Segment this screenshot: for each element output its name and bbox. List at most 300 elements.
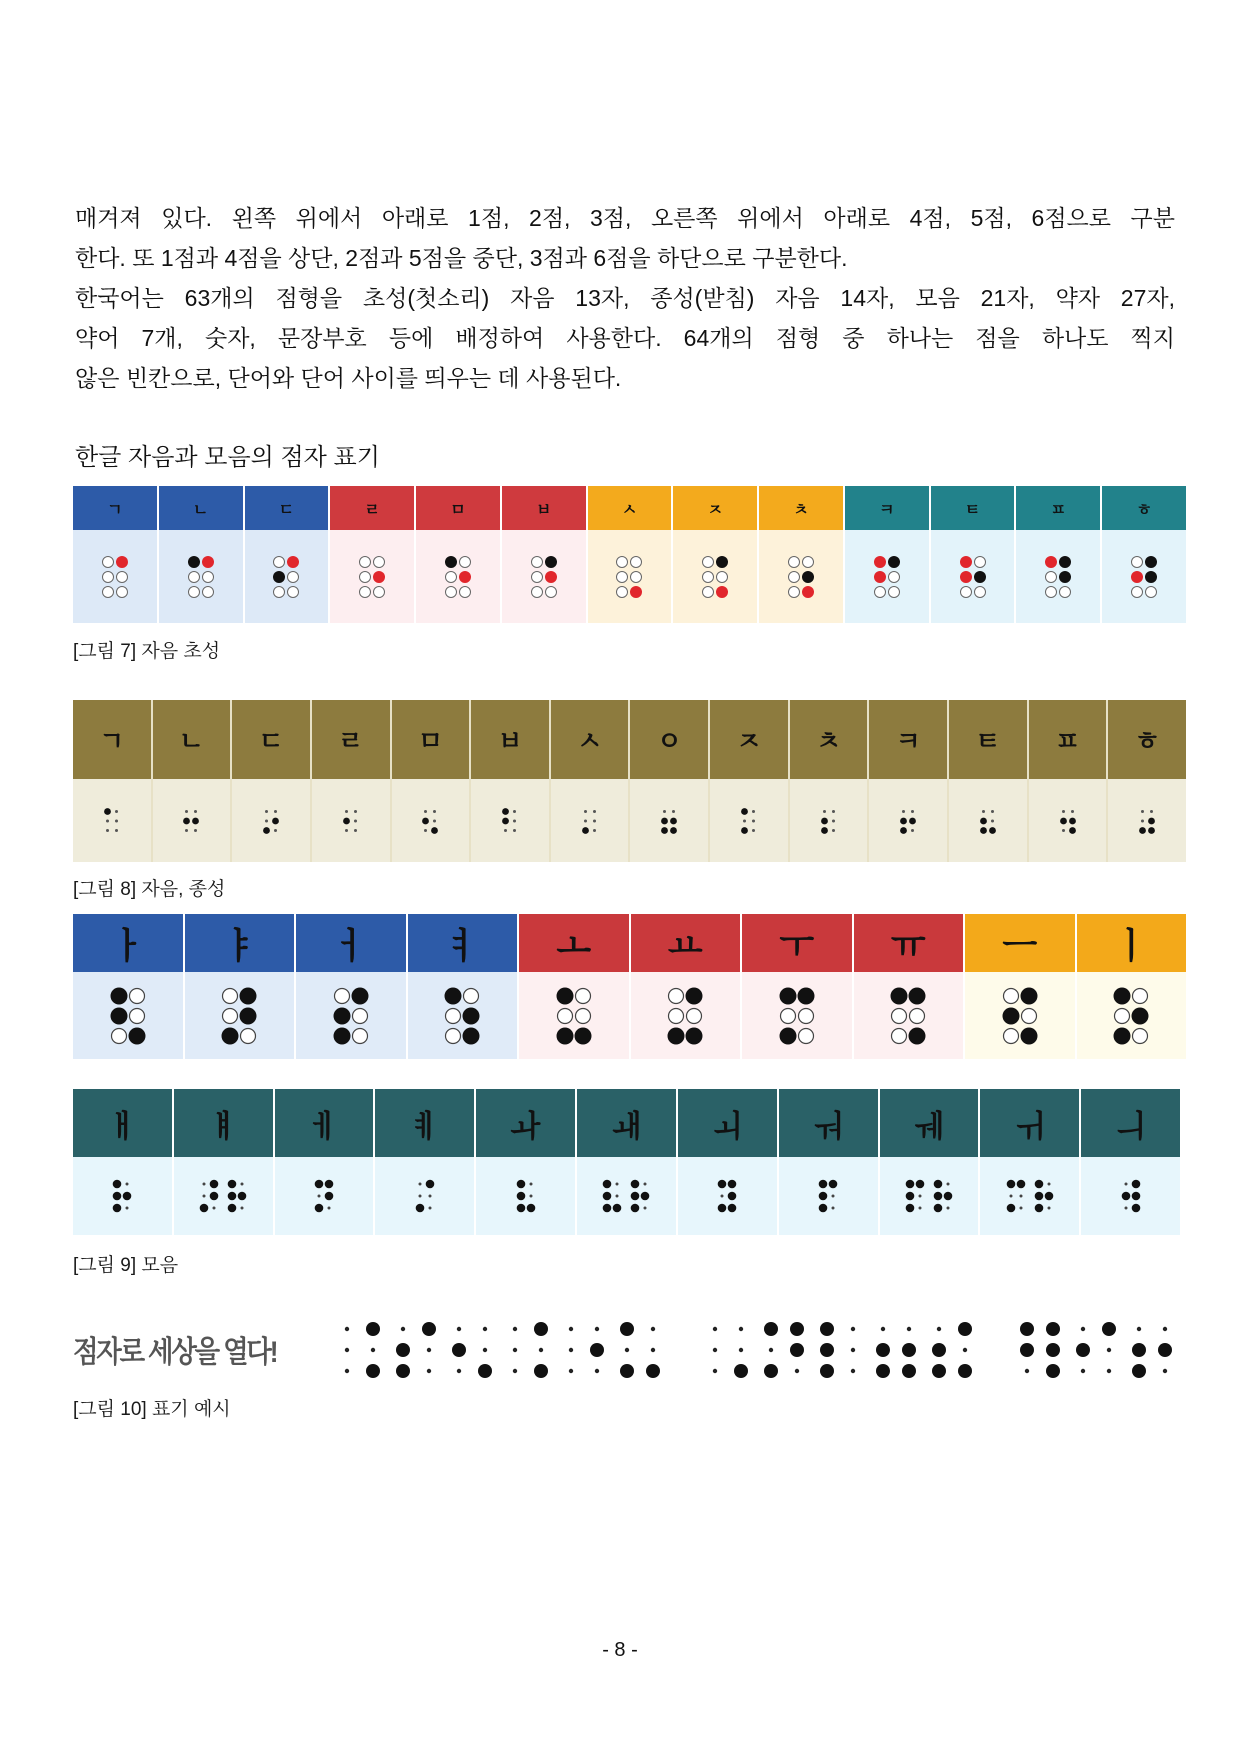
braille-dot-raised xyxy=(670,827,677,834)
braille-dot-flat xyxy=(739,1327,743,1331)
braille-dot-flat xyxy=(803,556,814,567)
jamo-header: ㅞ xyxy=(880,1089,979,1157)
braille-dot-flat xyxy=(874,586,885,597)
braille-table-column xyxy=(159,486,245,623)
braille-dot-flat xyxy=(832,1207,835,1210)
braille-symbol xyxy=(183,808,199,834)
braille-table-column xyxy=(980,1089,1081,1235)
braille-dot-raised xyxy=(974,571,986,583)
braille-dot-raised xyxy=(934,1192,943,1201)
braille-dot-flat xyxy=(713,1348,717,1352)
jamo-header: ㅈ xyxy=(710,700,788,779)
braille-symbol xyxy=(905,1179,953,1213)
braille-dot-highlighted xyxy=(116,556,128,568)
braille-word xyxy=(713,1322,972,1378)
braille-dot-raised xyxy=(613,1204,622,1213)
compound-vowel-braille-table xyxy=(73,1089,1180,1235)
braille-dot-flat xyxy=(575,988,590,1003)
braille-dot-flat xyxy=(832,829,835,832)
braille-dot-flat xyxy=(223,988,238,1003)
braille-dot-flat xyxy=(1150,810,1153,813)
braille-cell xyxy=(1132,1327,1172,1378)
braille-dot-raised xyxy=(184,817,191,824)
braille-pattern-cell xyxy=(949,779,1027,862)
braille-dot-raised xyxy=(819,1180,828,1189)
braille-table-column xyxy=(73,914,185,1059)
braille-dot-flat xyxy=(789,586,800,597)
braille-symbol xyxy=(1139,808,1155,834)
braille-dot-flat xyxy=(991,819,994,822)
braille-dot-flat xyxy=(851,1348,855,1352)
braille-dot-flat xyxy=(188,586,199,597)
braille-dot-flat xyxy=(1025,1369,1029,1373)
braille-dot-flat xyxy=(569,1369,573,1373)
braille-pattern-cell xyxy=(185,972,295,1059)
braille-pattern-cell xyxy=(153,779,231,862)
braille-table-column xyxy=(73,1089,174,1235)
braille-pattern-cell xyxy=(73,972,183,1059)
braille-dot-flat xyxy=(116,571,127,582)
braille-symbol xyxy=(358,555,386,599)
braille-dot-flat xyxy=(483,1348,487,1352)
braille-dot-flat xyxy=(265,810,268,813)
braille-dot-flat xyxy=(991,810,994,813)
braille-dot-flat xyxy=(798,1008,813,1023)
braille-dot-raised xyxy=(790,1322,804,1336)
braille-dot-highlighted xyxy=(1131,571,1143,583)
jamo-header: ㅢ xyxy=(1081,1089,1180,1157)
text-line: 한다. 또 1점과 4점을 상단, 2점과 5점을 중단, 3점과 6점을 하단으로 구분한다. xyxy=(75,245,848,271)
braille-dot-raised xyxy=(980,817,987,824)
braille-cell xyxy=(820,1322,855,1378)
braille-dot-flat xyxy=(595,1369,599,1373)
braille-pattern-cell xyxy=(330,530,414,623)
braille-pattern-cell xyxy=(577,1157,676,1235)
braille-dot-flat xyxy=(418,1195,421,1198)
braille-dot-raised xyxy=(797,987,814,1004)
braille-dot-flat xyxy=(428,1207,431,1210)
braille-dot-raised xyxy=(1046,1322,1060,1336)
section-title: 한글 자음과 모음의 점자 표기 xyxy=(75,444,380,471)
braille-table-column xyxy=(1016,486,1102,623)
jamo-header: ㅋ xyxy=(869,700,947,779)
braille-dot-flat xyxy=(1081,1327,1085,1331)
braille-pattern-cell xyxy=(673,530,757,623)
braille-dot-flat xyxy=(265,819,268,822)
braille-table-column xyxy=(392,700,472,862)
braille-dot-flat xyxy=(851,1327,855,1331)
braille-dot-raised xyxy=(1006,1180,1015,1189)
braille-symbol xyxy=(900,808,916,834)
braille-dot-raised xyxy=(906,1192,915,1201)
braille-dot-raised xyxy=(1148,827,1155,834)
braille-table-column xyxy=(588,486,674,623)
braille-dot-highlighted xyxy=(874,556,886,568)
braille-dot-raised xyxy=(534,1322,548,1336)
braille-dot-flat xyxy=(918,1195,921,1198)
braille-dot-raised xyxy=(670,817,677,824)
braille-symbol xyxy=(422,808,438,834)
braille-pattern-cell xyxy=(980,1157,1079,1235)
braille-dot-raised xyxy=(1102,1322,1116,1336)
braille-pattern-cell xyxy=(174,1157,273,1235)
paragraph xyxy=(75,198,1175,278)
braille-pattern-cell xyxy=(375,1157,474,1235)
braille-dot-raised xyxy=(1020,1027,1037,1044)
braille-table-column xyxy=(1108,700,1186,862)
braille-dot-raised xyxy=(1069,827,1076,834)
braille-dot-raised xyxy=(909,817,916,824)
braille-symbol xyxy=(1002,987,1038,1045)
braille-dot-flat xyxy=(513,1369,517,1373)
braille-dot-raised xyxy=(902,1343,916,1357)
braille-dot-raised xyxy=(110,987,127,1004)
braille-dot-flat xyxy=(1146,586,1157,597)
braille-dot-flat xyxy=(593,829,596,832)
braille-cell xyxy=(713,1327,748,1378)
braille-dot-raised xyxy=(958,1322,972,1336)
braille-dot-flat xyxy=(1003,1028,1018,1043)
braille-dot-raised xyxy=(1046,1364,1060,1378)
braille-table-column xyxy=(631,914,743,1059)
braille-dot-raised xyxy=(1034,1192,1043,1201)
braille-dot-flat xyxy=(721,1195,724,1198)
braille-dot-flat xyxy=(102,556,113,567)
jamo-header: ㅓ xyxy=(296,914,406,972)
braille-pattern-cell xyxy=(1102,530,1186,623)
jamo-header: ㄴ xyxy=(159,486,243,530)
braille-dot-flat xyxy=(185,829,188,832)
braille-dot-raised xyxy=(556,1027,573,1044)
jamo-header: ㄹ xyxy=(330,486,414,530)
braille-dot-flat xyxy=(703,556,714,567)
braille-symbol xyxy=(980,808,996,834)
braille-dot-raised xyxy=(906,1204,915,1213)
braille-symbol xyxy=(661,808,677,834)
braille-pattern-cell xyxy=(296,972,406,1059)
braille-dot-raised xyxy=(1114,987,1131,1004)
braille-dot-flat xyxy=(428,1195,431,1198)
braille-table-column xyxy=(375,1089,476,1235)
braille-dot-raised xyxy=(315,1204,324,1213)
braille-dot-raised xyxy=(1020,1322,1034,1336)
braille-pattern-cell xyxy=(759,530,843,623)
braille-dot-raised xyxy=(1034,1180,1043,1189)
braille-pattern-cell xyxy=(232,779,310,862)
braille-dot-raised xyxy=(1060,817,1067,824)
braille-table-column xyxy=(790,700,870,862)
braille-dot-flat xyxy=(1141,810,1144,813)
braille-dot-raised xyxy=(343,817,350,824)
braille-dot-flat xyxy=(371,1348,375,1352)
braille-cell xyxy=(1020,1322,1060,1378)
braille-dot-highlighted xyxy=(545,571,557,583)
braille-dot-flat xyxy=(1046,586,1057,597)
braille-dot-raised xyxy=(516,1180,525,1189)
braille-dot-flat xyxy=(374,556,385,567)
figure-7-caption: [그림 7] 자음 초성 xyxy=(73,641,221,662)
example-braille-graphic xyxy=(0,1315,1240,1387)
braille-pattern-cell xyxy=(710,779,788,862)
braille-symbol xyxy=(1130,555,1158,599)
braille-dot-flat xyxy=(663,810,666,813)
braille-pattern-cell xyxy=(630,779,708,862)
braille-dot-raised xyxy=(1059,556,1071,568)
braille-dot-flat xyxy=(129,1008,144,1023)
braille-symbol xyxy=(821,808,837,834)
braille-dot-flat xyxy=(129,988,144,1003)
jamo-header: ㅛ xyxy=(631,914,741,972)
braille-dot-raised xyxy=(820,1343,834,1357)
braille-dot-flat xyxy=(529,1195,532,1198)
jamo-header: ㄱ xyxy=(73,700,151,779)
braille-dot-raised xyxy=(728,1192,737,1201)
jamo-header: ㅎ xyxy=(1108,700,1186,779)
braille-dot-flat xyxy=(241,1183,244,1186)
braille-table-column xyxy=(1077,914,1187,1059)
braille-dot-flat xyxy=(354,829,357,832)
braille-dot-flat xyxy=(911,829,914,832)
braille-dot-flat xyxy=(1019,1195,1022,1198)
braille-symbol xyxy=(1044,555,1072,599)
braille-dot-highlighted xyxy=(960,571,972,583)
braille-dot-flat xyxy=(418,1183,421,1186)
braille-dot-flat xyxy=(963,1348,967,1352)
braille-dot-flat xyxy=(631,571,642,582)
braille-dot-flat xyxy=(352,1008,367,1023)
braille-pattern-cell xyxy=(1108,779,1186,862)
braille-dot-raised xyxy=(641,1192,650,1201)
braille-pattern-cell xyxy=(742,972,852,1059)
braille-dot-flat xyxy=(354,810,357,813)
braille-dot-flat xyxy=(795,1369,799,1373)
braille-dot-flat xyxy=(213,1207,216,1210)
jamo-header: ㄷ xyxy=(232,700,310,779)
braille-dot-flat xyxy=(446,1028,461,1043)
braille-table-column xyxy=(1029,700,1109,862)
braille-dot-raised xyxy=(944,1192,953,1201)
braille-dot-flat xyxy=(584,819,587,822)
braille-pattern-cell xyxy=(880,1157,979,1235)
braille-dot-raised xyxy=(902,1364,916,1378)
braille-dot-flat xyxy=(513,819,516,822)
braille-dot-flat xyxy=(743,819,746,822)
braille-symbol xyxy=(444,555,472,599)
jamo-header: ㅑ xyxy=(185,914,295,972)
braille-table-column xyxy=(1081,1089,1180,1235)
braille-dot-flat xyxy=(584,810,587,813)
jamo-header: ㅍ xyxy=(1029,700,1107,779)
braille-dot-raised xyxy=(351,987,368,1004)
braille-dot-raised xyxy=(222,1027,239,1044)
jamo-header: ㅒ xyxy=(174,1089,273,1157)
braille-symbol xyxy=(1113,987,1149,1045)
braille-dot-flat xyxy=(274,586,285,597)
braille-dot-raised xyxy=(906,1180,915,1189)
braille-dot-flat xyxy=(974,586,985,597)
braille-table-column xyxy=(854,914,966,1059)
braille-symbol xyxy=(502,808,518,834)
braille-dot-flat xyxy=(424,829,427,832)
braille-symbol xyxy=(959,555,987,599)
braille-pattern-cell xyxy=(869,779,947,862)
braille-dot-flat xyxy=(1047,1183,1050,1186)
braille-pattern-cell xyxy=(845,530,929,623)
braille-dot-flat xyxy=(531,586,542,597)
braille-dot-flat xyxy=(902,810,905,813)
braille-dot-flat xyxy=(625,1348,629,1352)
braille-dot-flat xyxy=(459,586,470,597)
braille-dot-raised xyxy=(603,1204,612,1213)
braille-dot-raised xyxy=(916,1180,925,1189)
braille-pattern-cell xyxy=(790,779,868,862)
braille-symbol xyxy=(110,987,146,1045)
braille-table-column xyxy=(673,486,759,623)
braille-symbol xyxy=(101,555,129,599)
jamo-header: ㅅ xyxy=(551,700,629,779)
braille-pattern-cell xyxy=(502,530,586,623)
braille-dot-raised xyxy=(779,1027,796,1044)
braille-table-column xyxy=(742,914,854,1059)
jamo-header: ㅚ xyxy=(678,1089,777,1157)
braille-table-column xyxy=(174,1089,275,1235)
braille-symbol xyxy=(263,808,279,834)
braille-symbol xyxy=(602,1179,650,1213)
braille-pattern-cell xyxy=(678,1157,777,1235)
jamo-header: ㄷ xyxy=(245,486,329,530)
braille-dot-raised xyxy=(932,1364,946,1378)
braille-dot-flat xyxy=(1046,571,1057,582)
braille-dot-raised xyxy=(333,1027,350,1044)
braille-dot-raised xyxy=(661,827,668,834)
jamo-header: ㅙ xyxy=(577,1089,676,1157)
jamo-header: ㄹ xyxy=(312,700,390,779)
braille-dot-raised xyxy=(396,1343,410,1357)
braille-table-column xyxy=(245,486,331,623)
braille-dot-raised xyxy=(574,1027,591,1044)
braille-dot-raised xyxy=(900,827,907,834)
jamo-header: ㅔ xyxy=(275,1089,374,1157)
braille-dot-raised xyxy=(1131,1192,1140,1201)
braille-dot-raised xyxy=(821,827,828,834)
braille-dot-flat xyxy=(115,829,118,832)
figure-9-caption: [그림 9] 모음 xyxy=(73,1255,179,1276)
braille-dot-flat xyxy=(345,1369,349,1373)
braille-cell xyxy=(932,1322,972,1378)
braille-dot-raised xyxy=(1002,1007,1019,1024)
braille-symbol xyxy=(787,555,815,599)
braille-dot-raised xyxy=(603,1192,612,1201)
braille-dot-flat xyxy=(1132,556,1143,567)
braille-dot-raised xyxy=(718,1204,727,1213)
braille-dot-raised xyxy=(909,987,926,1004)
final-consonant-braille-table xyxy=(73,700,1186,862)
braille-dot-flat xyxy=(529,1183,532,1186)
braille-cell xyxy=(452,1327,492,1378)
braille-dot-flat xyxy=(717,571,728,582)
braille-dot-highlighted xyxy=(874,571,886,583)
braille-dot-flat xyxy=(531,556,542,567)
braille-dot-flat xyxy=(593,810,596,813)
braille-symbol xyxy=(272,555,300,599)
braille-dot-raised xyxy=(829,1180,838,1189)
braille-dot-raised xyxy=(718,1180,727,1189)
braille-pattern-cell xyxy=(965,972,1075,1059)
braille-table-column xyxy=(577,1089,678,1235)
braille-dot-flat xyxy=(752,829,755,832)
braille-dot-raised xyxy=(545,556,557,568)
braille-dot-flat xyxy=(274,810,277,813)
braille-dot-raised xyxy=(958,1364,972,1378)
braille-dot-raised xyxy=(1034,1204,1043,1213)
braille-dot-flat xyxy=(126,1207,129,1210)
braille-symbol xyxy=(187,555,215,599)
jamo-header: ㅈ xyxy=(673,486,757,530)
braille-dot-flat xyxy=(1021,1008,1036,1023)
braille-dot-raised xyxy=(228,1192,237,1201)
braille-dot-raised xyxy=(333,1007,350,1024)
braille-dot-raised xyxy=(422,1322,436,1336)
braille-dot-flat xyxy=(703,586,714,597)
braille-dot-flat xyxy=(1019,1207,1022,1210)
braille-dot-flat xyxy=(457,1327,461,1331)
initial-consonant-braille-table xyxy=(73,486,1186,623)
braille-dot-flat xyxy=(752,819,755,822)
basic-vowel-braille-table xyxy=(73,914,1186,1059)
braille-dot-flat xyxy=(910,1008,925,1023)
braille-table-column xyxy=(710,700,790,862)
braille-dot-flat xyxy=(687,1008,702,1023)
braille-dot-raised xyxy=(1020,987,1037,1004)
braille-pattern-cell xyxy=(1016,530,1100,623)
jamo-header: ㅁ xyxy=(416,486,500,530)
braille-dot-flat xyxy=(1071,810,1074,813)
braille-symbol xyxy=(1006,1179,1054,1213)
braille-dot-raised xyxy=(590,1343,604,1357)
braille-dot-flat xyxy=(106,829,109,832)
braille-dot-flat xyxy=(102,571,113,582)
braille-table-column xyxy=(630,700,710,862)
braille-dot-flat xyxy=(334,988,349,1003)
braille-symbol xyxy=(516,1179,536,1213)
braille-dot-flat xyxy=(115,810,118,813)
braille-table-column xyxy=(416,486,502,623)
braille-dot-raised xyxy=(325,1180,334,1189)
braille-table-column xyxy=(759,486,845,623)
braille-table-column xyxy=(869,700,949,862)
braille-dot-flat xyxy=(318,1195,321,1198)
braille-dot-raised xyxy=(631,1204,640,1213)
braille-dot-raised xyxy=(272,817,279,824)
braille-table-column xyxy=(73,700,153,862)
braille-dot-flat xyxy=(274,829,277,832)
example-phrase: 점자로 세상을 열다! xyxy=(73,1336,277,1369)
braille-dot-flat xyxy=(569,1327,573,1331)
braille-dot-raised xyxy=(516,1204,525,1213)
braille-pattern-cell xyxy=(551,779,629,862)
braille-dot-flat xyxy=(1081,1369,1085,1373)
braille-dot-raised xyxy=(1006,1204,1015,1213)
braille-dot-flat xyxy=(1141,819,1144,822)
braille-symbol xyxy=(1060,808,1076,834)
braille-dot-flat xyxy=(203,1195,206,1198)
braille-symbol xyxy=(221,987,257,1045)
braille-dot-raised xyxy=(819,1204,828,1213)
jamo-header: ㅁ xyxy=(392,700,470,779)
braille-dot-flat xyxy=(106,819,109,822)
braille-dot-raised xyxy=(238,1192,247,1201)
braille-dot-flat xyxy=(907,1327,911,1331)
